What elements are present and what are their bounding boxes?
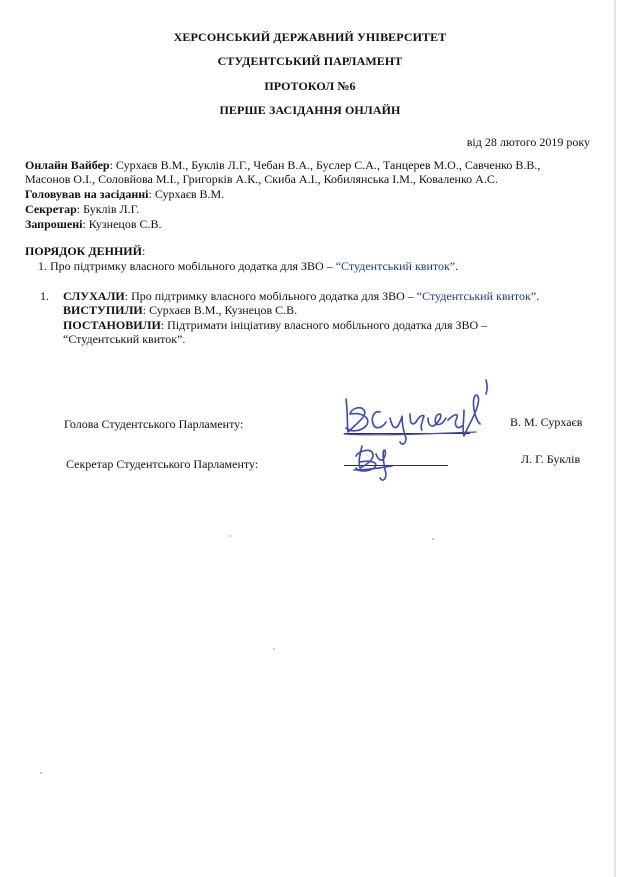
- scan-speck: [432, 538, 434, 540]
- decided-label: ПОСТАНОВИЛИ: [63, 318, 161, 332]
- protocol-number: ПРОТОКОЛ №6: [264, 79, 356, 93]
- invited-label: Запрошені: [25, 217, 83, 231]
- decided-line: [63, 318, 487, 332]
- invited-row: [25, 217, 162, 231]
- online-label: Онлайн Вайбер: [25, 158, 110, 172]
- agenda-heading: [25, 244, 145, 259]
- section-number: 1.: [40, 289, 49, 303]
- online-list-line1: : Сурхаєв В.М., Буклів Л.Г., Чебан В.А., Буслер С.А., Танцерев М.О., Савченко В.В.,: [109, 158, 541, 172]
- agenda-title: ПОРЯДОК ДЕННИЙ: [25, 244, 142, 258]
- scan-edge: [614, 0, 616, 877]
- secretary-label: Секретар: [25, 202, 77, 216]
- scan-speck: [273, 648, 275, 650]
- decided-text: : Підтримати ініціативу власного мобільного додатка для ЗВО –: [160, 318, 488, 332]
- heard-quote: “Студентський квиток”: [416, 289, 537, 303]
- university-title: ХЕРСОНСЬКИЙ ДЕРЖАВНИЙ УНІВЕРСИТЕТ: [173, 30, 447, 44]
- online-attendees: [25, 158, 540, 172]
- chair-name: В. М. Сурхаєв: [510, 415, 583, 429]
- agenda-item-number: 1.: [38, 259, 47, 273]
- agenda-item-text: Про підтримку власного мобільного додатка для ЗВО –: [50, 259, 336, 273]
- agenda-item: [38, 259, 458, 274]
- secretary-signature: [350, 440, 400, 485]
- scan-speck: [40, 772, 42, 774]
- parliament-title: СТУДЕНТСЬКИЙ ПАРЛАМЕНТ: [217, 54, 403, 68]
- online-list-line2: Масонов О.І., Соловйова М.І., Григорків А.К., Скиба А.І., Кобилянська І.М., Коваленко А.С.: [25, 172, 498, 186]
- heard-label: СЛУХАЛИ: [63, 289, 125, 303]
- chair-label: Головував на засіданні: [25, 187, 149, 201]
- spoke-label: ВИСТУПИЛИ: [63, 303, 143, 317]
- heard-text: : Про підтримку власного мобільного додатка для ЗВО –: [124, 289, 417, 303]
- scan-speck: [229, 535, 231, 537]
- heard-end: .: [536, 289, 540, 303]
- decided-text-cont: “Студентський квиток”.: [63, 332, 186, 346]
- meeting-title: ПЕРШЕ ЗАСІДАННЯ ОНЛАЙН: [219, 103, 401, 117]
- spoke-text: : Сурхаєв В.М., Кузнецов С.В.: [142, 303, 298, 317]
- agenda-item-quote: “Студентський квиток”: [335, 259, 456, 273]
- heard-line: [63, 289, 539, 303]
- chair-value: : Сурхаєв В.М.: [148, 187, 225, 201]
- chair-row: [25, 187, 224, 201]
- agenda-colon: :: [141, 244, 146, 258]
- chair-role-label: Голова Студентського Парламенту:: [64, 417, 244, 431]
- secretary-row: [25, 202, 139, 216]
- secretary-name: Л. Г. Буклів: [521, 452, 581, 466]
- invited-value: : Кузнецов С.В.: [82, 217, 162, 231]
- agenda-item-end: .: [455, 259, 459, 273]
- secretary-value: : Буклів Л.Г.: [76, 202, 140, 216]
- secretary-role-label: Секретар Студентського Парламенту:: [66, 457, 259, 471]
- spoke-line: [63, 303, 297, 317]
- protocol-date: від 28 лютого 2019 року: [466, 135, 590, 149]
